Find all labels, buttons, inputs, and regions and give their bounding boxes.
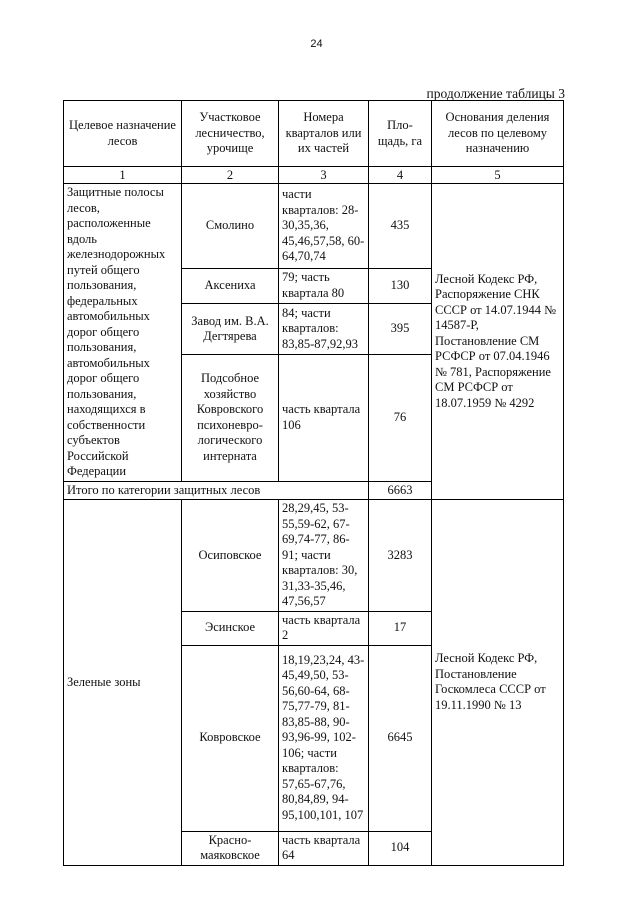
quarters-cell: часть квартала 64	[279, 831, 369, 865]
column-number: 4	[369, 167, 432, 184]
quarters-cell: 79; часть квартала 80	[279, 268, 369, 303]
forestry-cell: Аксениха	[182, 268, 279, 303]
table-row	[64, 184, 564, 269]
quarters-cell: часть квартала 2	[279, 611, 369, 645]
category-protective: Защитные полосы лесов, расположенные вдоль железнодорожных путей общего пользования, федеральных автомобильных дорог общего пользования, автомобильных дорог общего пользования, находящихся в собственности субъектов Российской Федерации	[64, 184, 182, 482]
quarters-cell: 18,19,23,24, 43-45,49,50, 53-56,60-64, 68-75,77-79, 81-83,85-88, 90-93,96-99, 102-106; части кварталов: 57,65-67,76, 80,84,89, 94-95,100,101, 107	[279, 645, 369, 831]
area-cell: 76	[369, 355, 432, 481]
column-number: 5	[432, 167, 564, 184]
quarters-cell: 84; части кварталов: 83,85-87,92,93	[279, 304, 369, 355]
table-row	[64, 500, 564, 612]
column-number: 3	[279, 167, 369, 184]
forestry-cell: Смолино	[182, 184, 279, 269]
header-area: Пло-щадь, га	[369, 101, 432, 167]
forestry-cell: Завод им. В.А. Дегтярева	[182, 304, 279, 355]
area-cell: 104	[369, 831, 432, 865]
area-cell: 435	[369, 184, 432, 269]
quarters-cell: части кварталов: 28-30,35,36, 45,46,57,58, 60-64,70,74	[279, 184, 369, 269]
forest-purpose-table	[63, 100, 564, 866]
page-number: 24	[310, 38, 323, 50]
header-basis: Основания деления лесов по целевому назначению	[432, 101, 564, 167]
total-area: 6663	[369, 481, 432, 500]
header-quarters: Номера кварталов или их частей	[279, 101, 369, 167]
quarters-cell: часть квартала 106	[279, 355, 369, 481]
total-label: Итого по категории защитных лесов	[64, 481, 369, 500]
forestry-cell: Эсинское	[182, 611, 279, 645]
table-header-row	[64, 101, 564, 167]
area-cell: 6645	[369, 645, 432, 831]
forestry-cell: Ковровское	[182, 645, 279, 831]
column-number: 2	[182, 167, 279, 184]
table-continuation-label: продолжение таблицы 3	[426, 86, 565, 101]
forestry-cell: Красно-маяковское	[182, 831, 279, 865]
area-cell: 17	[369, 611, 432, 645]
header-forestry: Участковое лесничество, урочище	[182, 101, 279, 167]
area-cell: 3283	[369, 500, 432, 612]
forestry-cell: Осиповское	[182, 500, 279, 612]
basis-protective: Лесной Кодекс РФ, Распоряжение СНК СССР от 14.07.1944 № 14587-Р, Постановление СМ РСФСР от 07.04.1946 № 781, Распоряжение СМ РСФСР от 18.07.1959 № 4292	[432, 184, 564, 500]
column-number: 1	[64, 167, 182, 184]
area-cell: 395	[369, 304, 432, 355]
header-purpose: Целевое назначение лесов	[64, 101, 182, 167]
area-cell: 130	[369, 268, 432, 303]
category-green-zones: Зеленые зоны	[64, 500, 182, 866]
quarters-cell: 28,29,45, 53-55,59-62, 67-69,74-77, 86-91; части кварталов: 30, 31,33-35,46, 47,56,57	[279, 500, 369, 612]
column-number-row	[64, 167, 564, 184]
forestry-cell: Подсобное хозяйство Ковровского психоневро-логического интерната	[182, 355, 279, 481]
basis-green-zones: Лесной Кодекс РФ, Постановление Госкомлеса СССР от 19.11.1990 № 13	[432, 500, 564, 866]
